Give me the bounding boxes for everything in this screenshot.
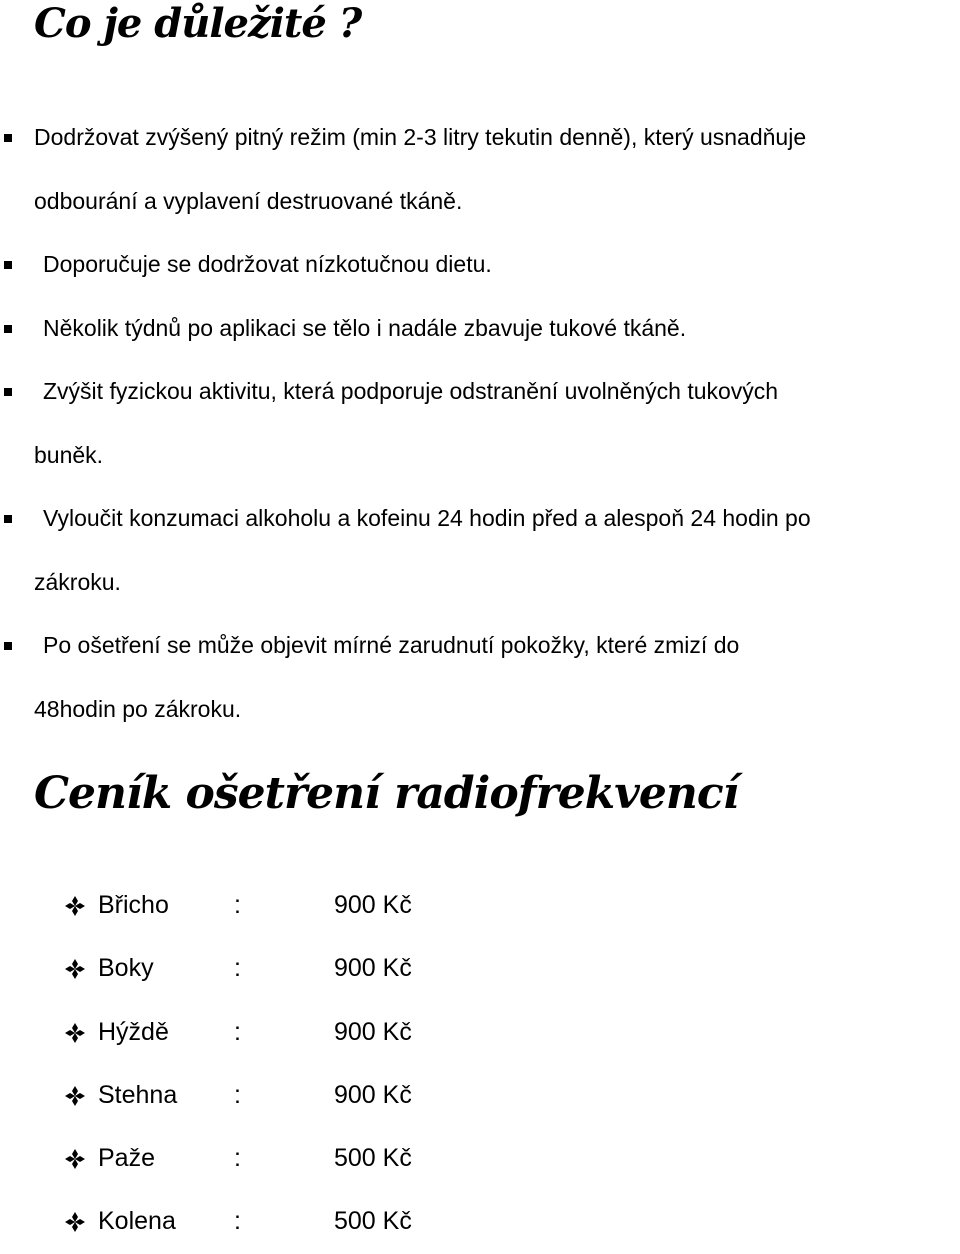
price-value: 500 Kč <box>334 1207 412 1236</box>
diamond-bullet-icon <box>64 1127 88 1190</box>
square-bullet-icon <box>4 515 12 523</box>
price-value: 500 Kč <box>334 1144 412 1173</box>
price-value: 900 Kč <box>334 1017 412 1046</box>
price-row <box>0 874 960 937</box>
price-row <box>0 1064 960 1127</box>
price-separator: : <box>234 891 241 919</box>
price-value: 900 Kč <box>334 954 412 983</box>
square-bullet-icon <box>4 134 12 142</box>
price-row <box>0 1127 960 1190</box>
list-item <box>0 487 960 614</box>
list-item-text: buněk. <box>34 441 104 468</box>
price-item-name: Stehna <box>98 1080 178 1109</box>
price-row <box>0 1001 960 1064</box>
price-item-name: Boky <box>98 954 154 983</box>
list-item-text: odbourání a vyplavení destruované tkáně. <box>34 187 463 214</box>
list-item-text: Zvýšit fyzickou aktivitu, která podporuje odstranění uvolněných tukových <box>43 378 779 404</box>
page-title: Co je důležité ? <box>34 0 362 47</box>
list-item <box>0 360 960 487</box>
pricelist-title: Ceník ošetření radiofrekvencí <box>34 768 739 819</box>
diamond-bullet-icon <box>64 1190 88 1253</box>
list-item-text: Doporučuje se dodržovat nízkotučnou dietu. <box>43 251 492 277</box>
list-item <box>0 614 960 741</box>
diamond-bullet-icon <box>64 937 88 1000</box>
price-item-name: Kolena <box>98 1207 176 1236</box>
price-list <box>0 874 960 1254</box>
price-separator: : <box>234 1080 241 1109</box>
price-item-name: Paže <box>98 1144 155 1173</box>
square-bullet-icon <box>4 388 12 396</box>
square-bullet-icon <box>4 261 12 269</box>
price-separator: : <box>234 1207 241 1236</box>
price-value: 900 Kč <box>334 891 412 919</box>
diamond-bullet-icon <box>64 1064 88 1127</box>
bullet-list <box>0 106 960 741</box>
list-item-text: Po ošetření se může objevit mírné zarudnutí pokožky, které zmizí do <box>43 632 740 658</box>
price-separator: : <box>234 954 241 983</box>
price-item-name: Hýždě <box>98 1017 169 1046</box>
price-separator: : <box>234 1017 241 1046</box>
list-item-text: zákroku. <box>34 568 121 595</box>
price-item-name: Břicho <box>98 891 169 919</box>
list-item-text: Vyloučit konzumaci alkoholu a kofeinu 24 hodin před a alespoň 24 hodin po <box>43 505 811 531</box>
square-bullet-icon <box>4 325 12 333</box>
diamond-bullet-icon <box>64 1001 88 1064</box>
price-row <box>0 937 960 1000</box>
price-value: 900 Kč <box>334 1080 412 1109</box>
list-item <box>0 297 960 361</box>
list-item-text: 48hodin po zákroku. <box>34 695 242 722</box>
price-row <box>0 1190 960 1253</box>
list-item-text: Dodržovat zvýšený pitný režim (min 2-3 litry tekutin denně), který usnadňuje <box>34 124 807 150</box>
list-item <box>0 233 960 297</box>
price-separator: : <box>234 1144 241 1173</box>
square-bullet-icon <box>4 642 12 650</box>
list-item <box>0 106 960 233</box>
diamond-bullet-icon <box>64 874 88 937</box>
list-item-text: Několik týdnů po aplikaci se tělo i nadále zbavuje tukové tkáně. <box>43 314 687 341</box>
